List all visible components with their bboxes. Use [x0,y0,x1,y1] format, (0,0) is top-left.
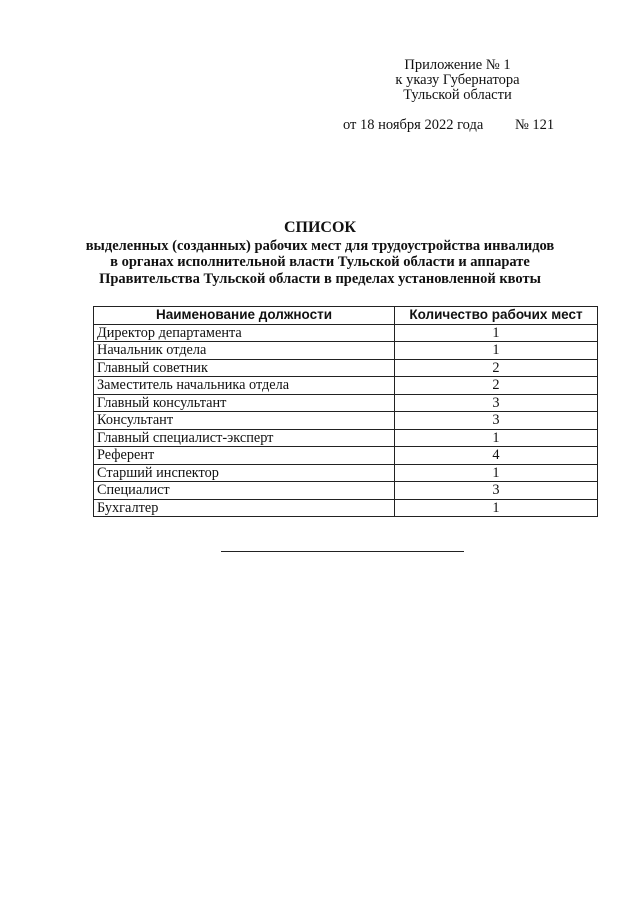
appendix-line-1: Приложение № 1 [404,57,511,73]
header-position-name: Наименование должности [94,307,395,325]
position-name: Специалист [94,482,395,500]
appendix-line-3: Тульской области [403,87,512,103]
table-row [94,499,598,517]
position-name: Главный консультант [94,394,395,412]
table-row [94,482,598,500]
position-name: Главный советник [94,359,395,377]
job-count: 1 [395,342,598,360]
title-line-3: Правительства Тульской области в пределах установленной квоты [99,270,541,287]
header-job-count: Количество рабочих мест [395,307,598,325]
position-name: Директор департамента [94,324,395,342]
table-row [94,394,598,412]
table-row [94,412,598,430]
position-name: Главный специалист-эксперт [94,429,395,447]
table-row [94,377,598,395]
table-row [94,324,598,342]
job-count: 2 [395,359,598,377]
position-name: Старший инспектор [94,464,395,482]
job-count: 1 [395,429,598,447]
decree-date: от 18 ноября 2022 года [343,117,484,133]
title-line-2: в органах исполнительной власти Тульской области и аппарате [110,254,530,270]
job-count: 3 [395,482,598,500]
position-name: Начальник отдела [94,342,395,360]
job-count: 1 [395,464,598,482]
job-count: 3 [395,412,598,430]
position-name: Заместитель начальника отдела [94,377,395,395]
appendix-line-2: к указу Губернатора [395,72,520,88]
title-line-1: выделенных (созданных) рабочих мест для трудоустройства инвалидов [85,237,555,254]
table-row [94,429,598,447]
decree-date-number [343,117,554,134]
job-count: 3 [395,394,598,412]
appendix-header [350,58,565,103]
table-row [94,464,598,482]
document-title [60,220,580,287]
table-header-row [94,307,598,325]
closing-divider [221,551,464,552]
job-count: 1 [395,324,598,342]
decree-number: № 121 [514,117,555,133]
job-count: 1 [395,499,598,517]
table-row [94,359,598,377]
position-name: Консультант [94,412,395,430]
job-count: 4 [395,447,598,465]
job-count: 2 [395,377,598,395]
position-name: Референт [94,447,395,465]
position-name: Бухгалтер [94,499,395,517]
table-row [94,342,598,360]
title-heading: СПИСОК [283,219,357,236]
table-row [94,447,598,465]
positions-table [93,306,598,517]
